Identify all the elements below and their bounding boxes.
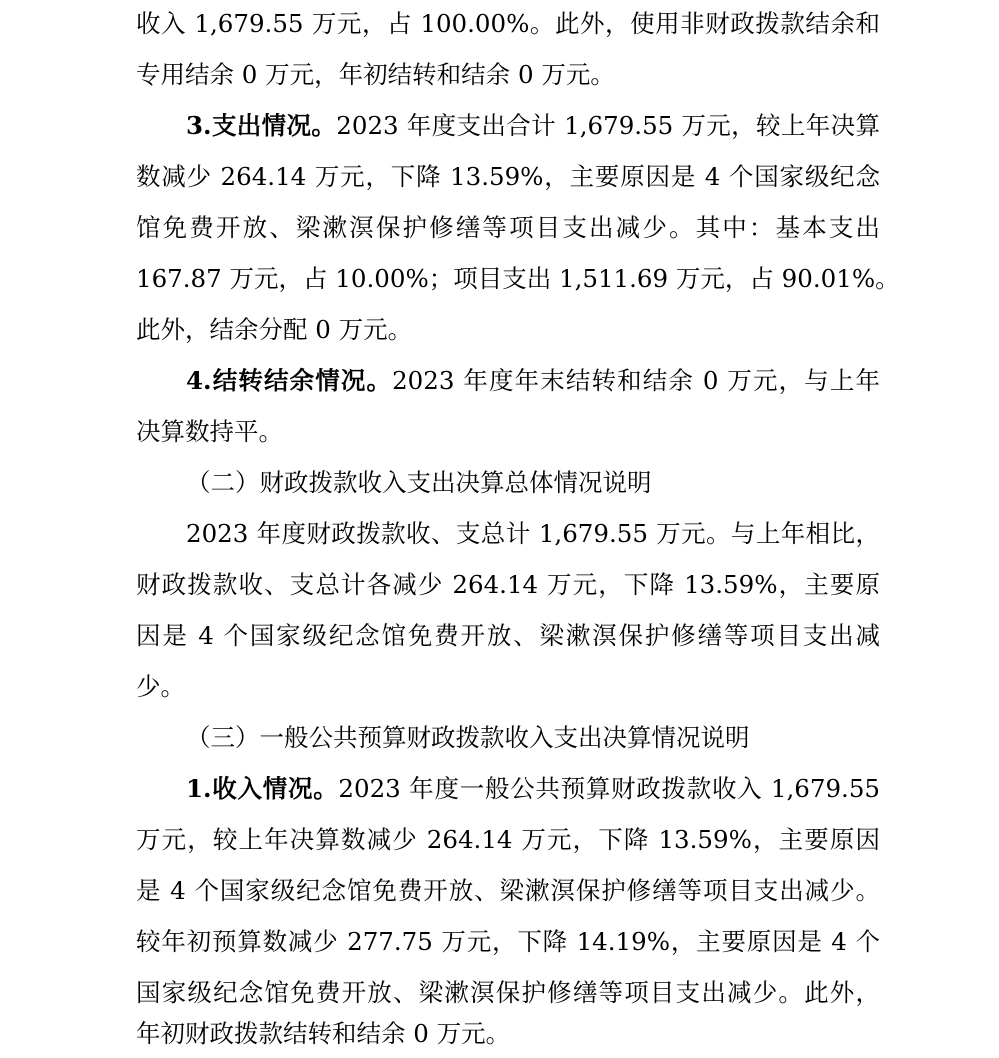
paragraph-line — [136, 6, 880, 42]
paragraph-line — [136, 618, 880, 654]
paragraph-line — [136, 567, 880, 603]
bold-heading: 3.支出情况。 — [186, 111, 337, 140]
line-text: 2023 年度财政拨款收、支总计 1,679.55 万元。与上年相比， — [186, 519, 880, 548]
section-heading-expenditure — [186, 108, 880, 144]
paragraph-line — [136, 159, 880, 195]
line-text: 收入 1,679.55 万元，占 100.00%。此外，使用非财政拨款结余和 — [136, 9, 880, 38]
line-text: 财政拨款收、支总计各减少 264.14 万元，下降 13.59%，主要原 — [136, 570, 880, 599]
paragraph-line — [136, 873, 880, 909]
line-text: 决算数持平。 — [136, 417, 283, 446]
line-text: 2023 年度一般公共预算财政拨款收入 1,679.55 — [338, 774, 881, 803]
line-text: 2023 年度年末结转和结余 0 万元，与上年 — [392, 366, 880, 395]
section-title-2 — [186, 465, 652, 501]
bold-heading: 4.结转结余情况。 — [186, 366, 393, 395]
line-text: 数减少 264.14 万元，下降 13.59%，主要原因是 4 个国家级纪念 — [136, 162, 880, 191]
paragraph-line — [186, 516, 880, 552]
line-text: （三）一般公共预算财政拨款收入支出决算情况说明 — [186, 723, 750, 752]
paragraph-line — [136, 822, 880, 858]
line-text: 167.87 万元，占 10.00%；项目支出 1,511.69 万元，占 90.01%。 — [136, 264, 900, 293]
bold-heading: 1.收入情况。 — [186, 774, 339, 803]
paragraph-line — [136, 261, 900, 297]
paragraph-line — [136, 57, 615, 93]
paragraph-line — [136, 669, 185, 705]
line-text: 2023 年度支出合计 1,679.55 万元，较上年决算 — [336, 111, 880, 140]
line-text: 少。 — [136, 672, 185, 701]
section-heading-carryover — [186, 363, 880, 399]
paragraph-line — [136, 210, 880, 246]
line-text: 是 4 个国家级纪念馆免费开放、梁漱溟保护修缮等项目支出减少。 — [136, 876, 880, 905]
line-text: 此外，结余分配 0 万元。 — [136, 315, 413, 344]
line-text: 国家级纪念馆免费开放、梁漱溟保护修缮等项目支出减少。此外， — [136, 978, 880, 1007]
paragraph-line — [136, 924, 880, 960]
line-text: 万元，较上年决算数减少 264.14 万元，下降 13.59%，主要原因 — [136, 825, 880, 854]
paragraph-line — [136, 414, 283, 450]
line-text: 较年初预算数减少 277.75 万元，下降 14.19%，主要原因是 4 个 — [136, 927, 880, 956]
line-text: 专用结余 0 万元，年初结转和结余 0 万元。 — [136, 60, 615, 89]
line-text: 年初财政拨款结转和结余 0 万元。 — [136, 1019, 511, 1048]
line-text: （二）财政拨款收入支出决算总体情况说明 — [186, 468, 652, 497]
paragraph-line — [136, 1016, 510, 1052]
section-heading-income — [186, 771, 880, 807]
line-text: 馆免费开放、梁漱溟保护修缮等项目支出减少。其中：基本支出 — [136, 213, 880, 242]
paragraph-line — [136, 312, 412, 348]
line-text: 因是 4 个国家级纪念馆免费开放、梁漱溟保护修缮等项目支出减 — [136, 621, 880, 650]
paragraph-line — [136, 975, 880, 1011]
section-title-3 — [186, 720, 750, 756]
